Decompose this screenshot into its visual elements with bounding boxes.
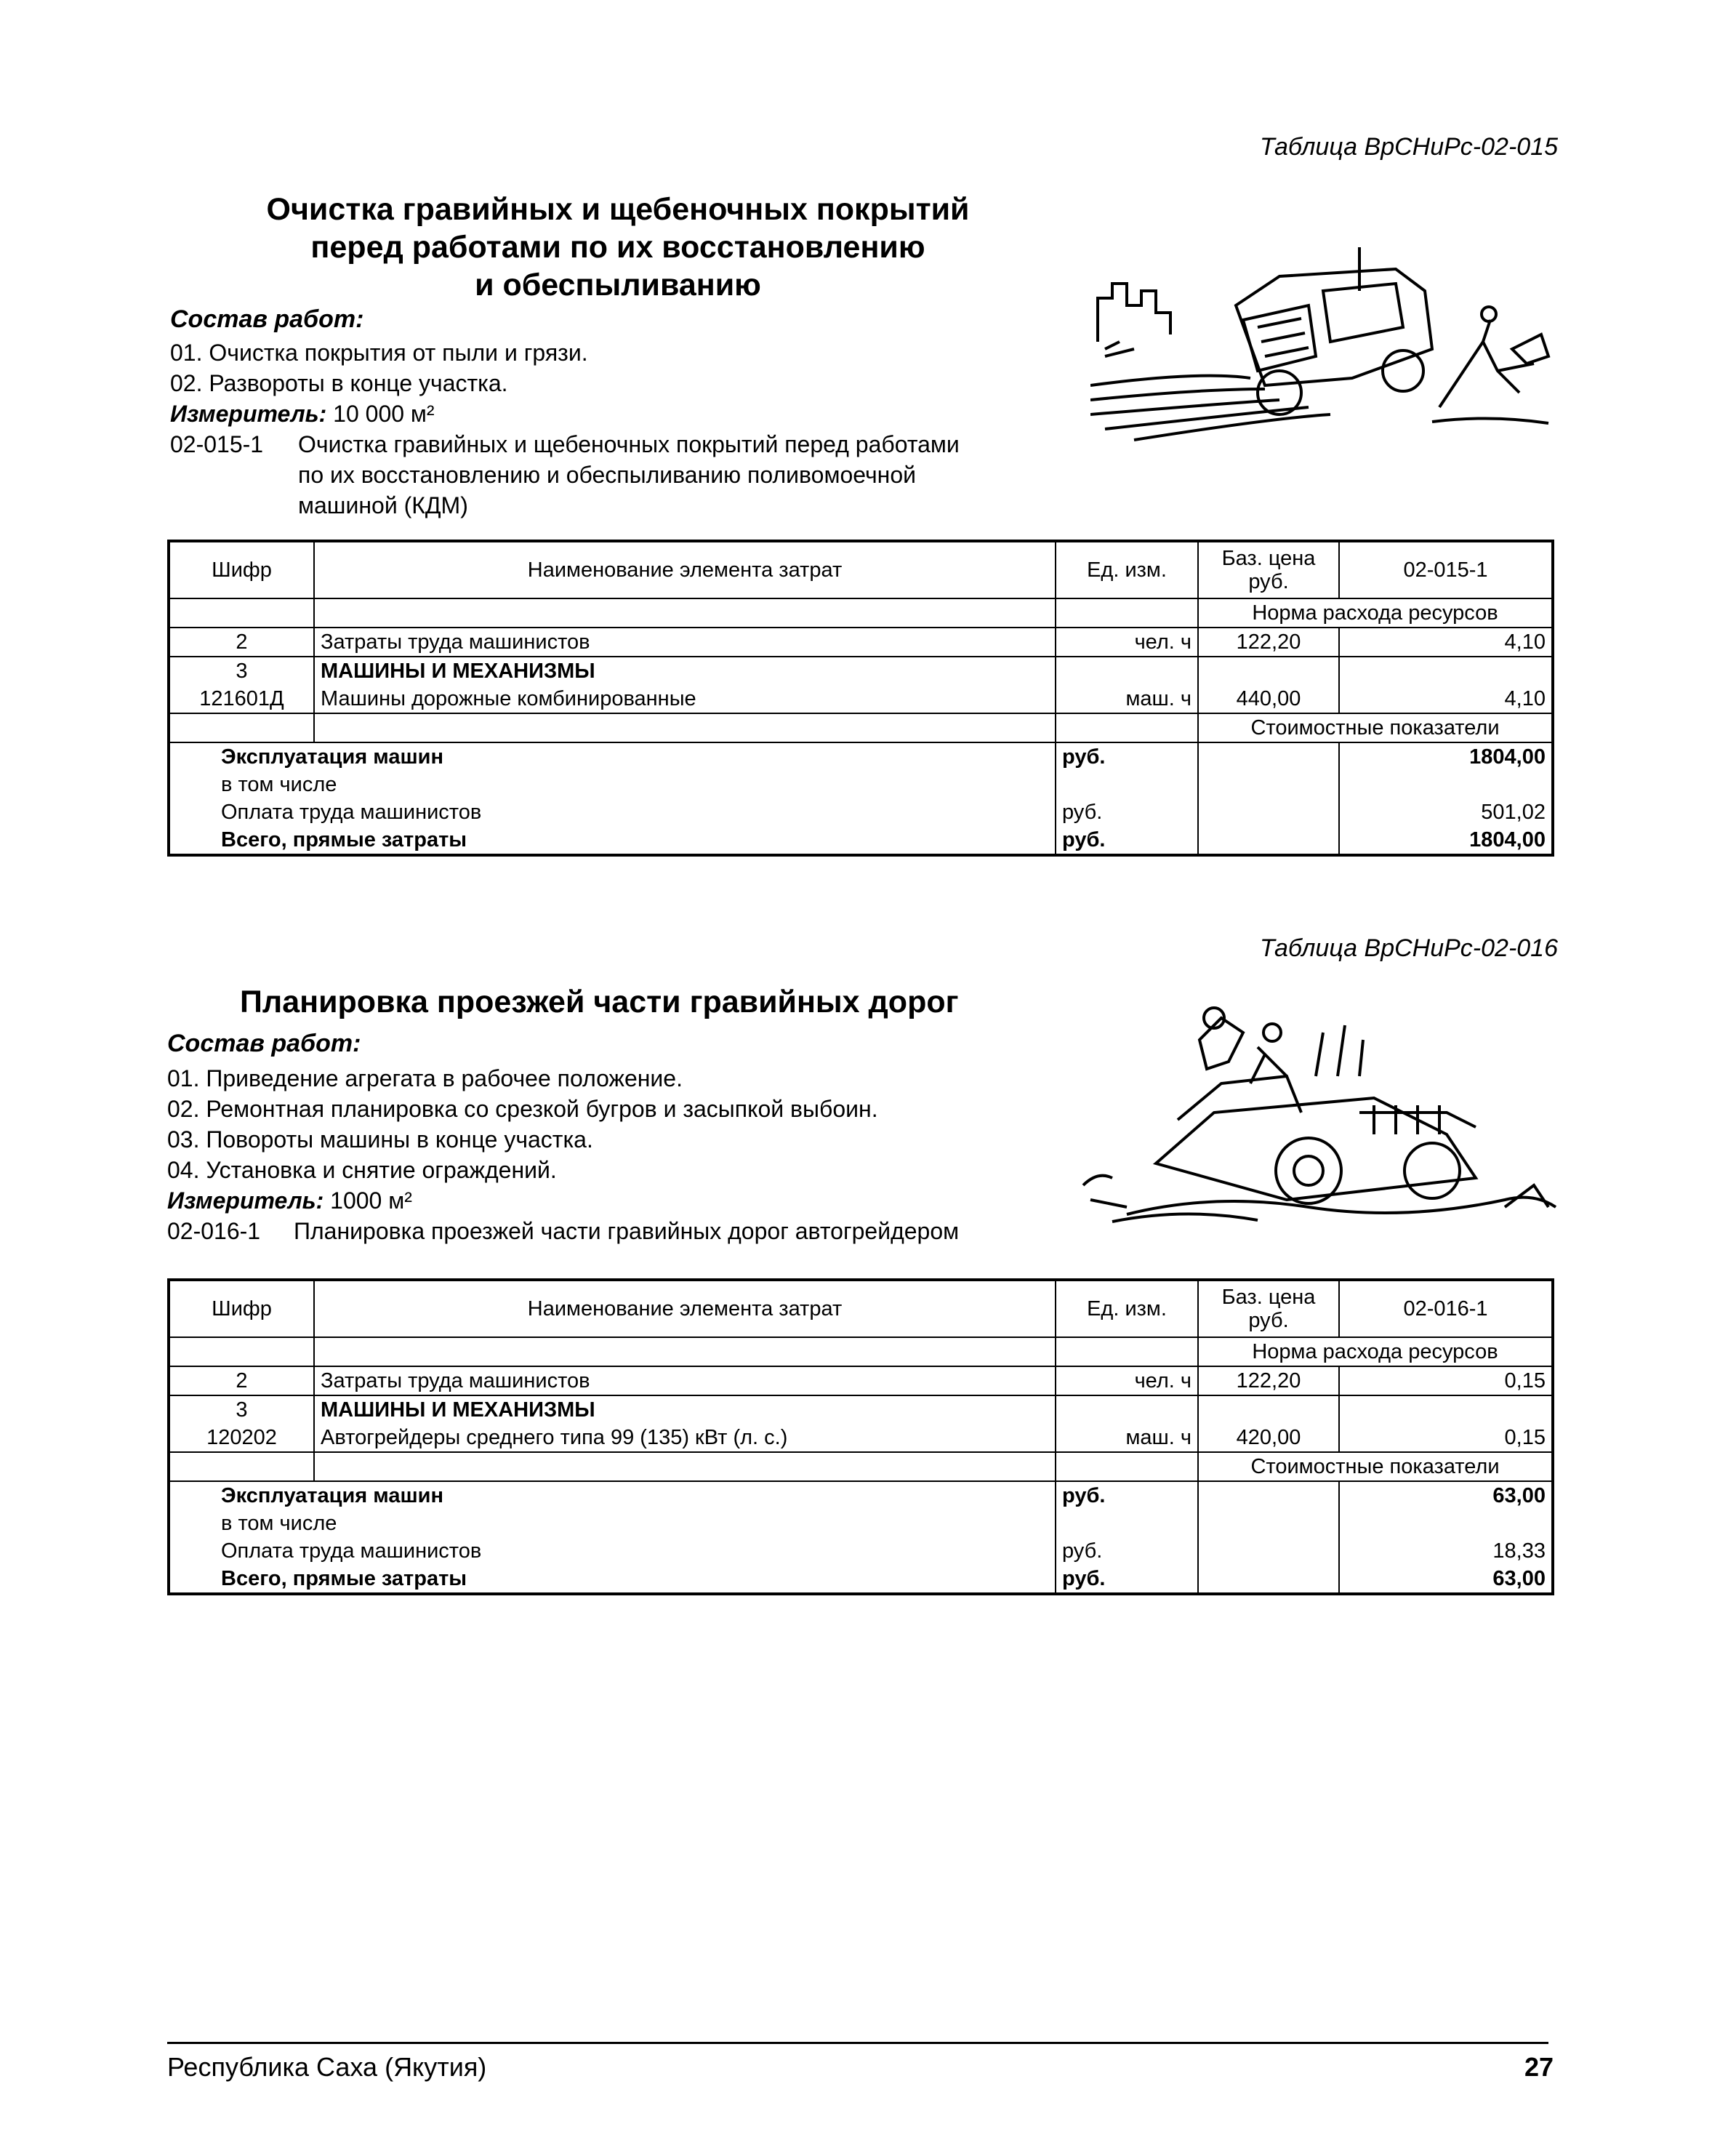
item-desc-line: машиной (КДМ) (298, 492, 468, 518)
section-row (169, 713, 1553, 742)
item-desc (294, 1216, 959, 1246)
header-name: Наименование элемента затрат (314, 541, 1056, 598)
table-label: Таблица ВрСНиРс-02-015 (1259, 133, 1558, 161)
table-header-row (169, 1280, 1553, 1337)
cell-price: 122,20 (1198, 628, 1339, 657)
header-code: Шифр (169, 1280, 314, 1337)
works-heading: Состав работ: (167, 1030, 361, 1057)
work-item: 02. Развороты в конце участка. (170, 370, 508, 396)
section-row (169, 1452, 1553, 1481)
cell-code: 3 (169, 657, 314, 685)
work-item: 01. Очистка покрытия от пыли и грязи. (170, 340, 588, 366)
measure (167, 1185, 412, 1216)
cost-row (169, 771, 1553, 798)
cost-row (169, 798, 1553, 826)
cell-norm: 4,10 (1339, 628, 1553, 657)
item-desc (298, 429, 960, 521)
cell-norm: 0,15 (1339, 1424, 1553, 1452)
cell-name: Затраты труда машинистов (314, 1366, 1056, 1395)
item-code: 02-015-1 (170, 431, 264, 457)
cost-value: 63,00 (1339, 1481, 1553, 1510)
table-row (169, 685, 1553, 713)
norm-section-label: Норма расхода ресурсов (1198, 598, 1553, 628)
title-line: перед работами по их восстановлению (310, 230, 925, 265)
grader-illustration (1069, 989, 1563, 1236)
cell-name: Затраты труда машинистов (314, 628, 1056, 657)
cell-unit: маш. ч (1056, 685, 1198, 713)
item-desc-line: по их восстановлению и обеспыливанию поливомоечной (298, 462, 916, 488)
footer-rule (167, 2042, 1548, 2044)
cost-unit: руб. (1056, 1537, 1198, 1565)
norm-section-label: Норма расхода ресурсов (1198, 1337, 1553, 1366)
section-title (240, 983, 959, 1021)
cost-name: Всего, прямые затраты (169, 826, 1056, 855)
item-desc-line: Очистка гравийных и щебеночных покрытий перед работами (298, 431, 960, 457)
measure-label: Измеритель: (170, 401, 327, 427)
cell-norm: 0,15 (1339, 1366, 1553, 1395)
cell-code: 120202 (169, 1424, 314, 1452)
cost-row (169, 1537, 1553, 1565)
measure (170, 398, 435, 429)
header-unit: Ед. изм. (1056, 1280, 1198, 1337)
cost-row (169, 1565, 1553, 1594)
cost-value: 18,33 (1339, 1537, 1553, 1565)
table-row (169, 657, 1553, 685)
cost-unit: руб. (1056, 826, 1198, 855)
cost-name: в том числе (169, 1510, 1056, 1537)
cost-row (169, 826, 1553, 855)
cell-code: 121601Д (169, 685, 314, 713)
footer-region: Республика Саха (Якутия) (167, 2052, 487, 2082)
measure-value: 10 000 м² (333, 401, 435, 427)
cost-row (169, 1510, 1553, 1537)
work-item: 04. Установка и снятие ограждений. (167, 1157, 557, 1183)
cost-value: 63,00 (1339, 1565, 1553, 1594)
work-item: 01. Приведение агрегата в рабочее положение. (167, 1065, 683, 1091)
cost-name: Оплата труда машинистов (169, 1537, 1056, 1565)
page-number: 27 (1524, 2052, 1554, 2082)
cost-unit: руб. (1056, 742, 1198, 771)
header-norm: 02-015-1 (1339, 541, 1553, 598)
header-code: Шифр (169, 541, 314, 598)
section-row (169, 598, 1553, 628)
cost-unit: руб. (1056, 1481, 1198, 1510)
header-name: Наименование элемента затрат (314, 1280, 1056, 1337)
cost-section-label: Стоимостные показатели (1198, 1452, 1553, 1481)
cost-unit: руб. (1056, 798, 1198, 826)
cell-price: 420,00 (1198, 1424, 1339, 1452)
item-code: 02-016-1 (167, 1218, 261, 1244)
cell-price: 122,20 (1198, 1366, 1339, 1395)
cost-name: Оплата труда машинистов (169, 798, 1056, 826)
cost-row (169, 1481, 1553, 1510)
cell-name: Машины дорожные комбинированные (314, 685, 1056, 713)
section-row (169, 1337, 1553, 1366)
section-title (182, 191, 1054, 304)
cost-table (167, 1278, 1554, 1595)
cost-unit: руб. (1056, 1565, 1198, 1594)
measure-label: Измеритель: (167, 1187, 324, 1214)
header-unit: Ед. изм. (1056, 541, 1198, 598)
header-norm: 02-016-1 (1339, 1280, 1553, 1337)
measure-value: 1000 м² (330, 1187, 412, 1214)
work-item: 02. Ремонтная планировка со срезкой бугров и засыпкой выбоин. (167, 1096, 878, 1122)
item-desc-line: Планировка проезжей части гравийных дорог автогрейдером (294, 1218, 960, 1244)
table-header-row (169, 541, 1553, 598)
works-heading: Состав работ: (170, 305, 364, 333)
cell-unit: маш. ч (1056, 1424, 1198, 1452)
table-row (169, 1395, 1553, 1424)
cost-value: 501,02 (1339, 798, 1553, 826)
header-price: Баз. цена руб. (1198, 541, 1339, 598)
table-label: Таблица ВрСНиРс-02-016 (1259, 934, 1558, 962)
table-row (169, 1424, 1553, 1452)
cell-unit: чел. ч (1056, 628, 1198, 657)
cost-name: Всего, прямые затраты (169, 1565, 1056, 1594)
cell-code: 3 (169, 1395, 314, 1424)
cost-value: 1804,00 (1339, 742, 1553, 771)
cost-name: в том числе (169, 771, 1056, 798)
cell-price: 440,00 (1198, 685, 1339, 713)
title-line: и обеспыливанию (475, 268, 761, 302)
cell-code: 2 (169, 1366, 314, 1395)
title-line: Планировка проезжей части гравийных дорог (240, 985, 959, 1019)
cell-unit: чел. ч (1056, 1366, 1198, 1395)
table-row (169, 1366, 1553, 1395)
cell-name: МАШИНЫ И МЕХАНИЗМЫ (314, 1395, 1056, 1424)
cost-table (167, 540, 1554, 857)
table-row (169, 628, 1553, 657)
title-line: Очистка гравийных и щебеночных покрытий (266, 192, 970, 227)
cost-row (169, 742, 1553, 771)
cost-value: 1804,00 (1339, 826, 1553, 855)
cost-name: Эксплуатация машин (169, 742, 1056, 771)
cell-name: Автогрейдеры среднего типа 99 (135) кВт (л. с.) (314, 1424, 1056, 1452)
work-item: 03. Повороты машины в конце участка. (167, 1126, 593, 1153)
cost-section-label: Стоимостные показатели (1198, 713, 1553, 742)
cost-name: Эксплуатация машин (169, 1481, 1056, 1510)
header-price: Баз. цена руб. (1198, 1280, 1339, 1337)
cell-norm: 4,10 (1339, 685, 1553, 713)
cell-name: МАШИНЫ И МЕХАНИЗМЫ (314, 657, 1056, 685)
sweeper-illustration (1090, 233, 1556, 451)
cell-code: 2 (169, 628, 314, 657)
